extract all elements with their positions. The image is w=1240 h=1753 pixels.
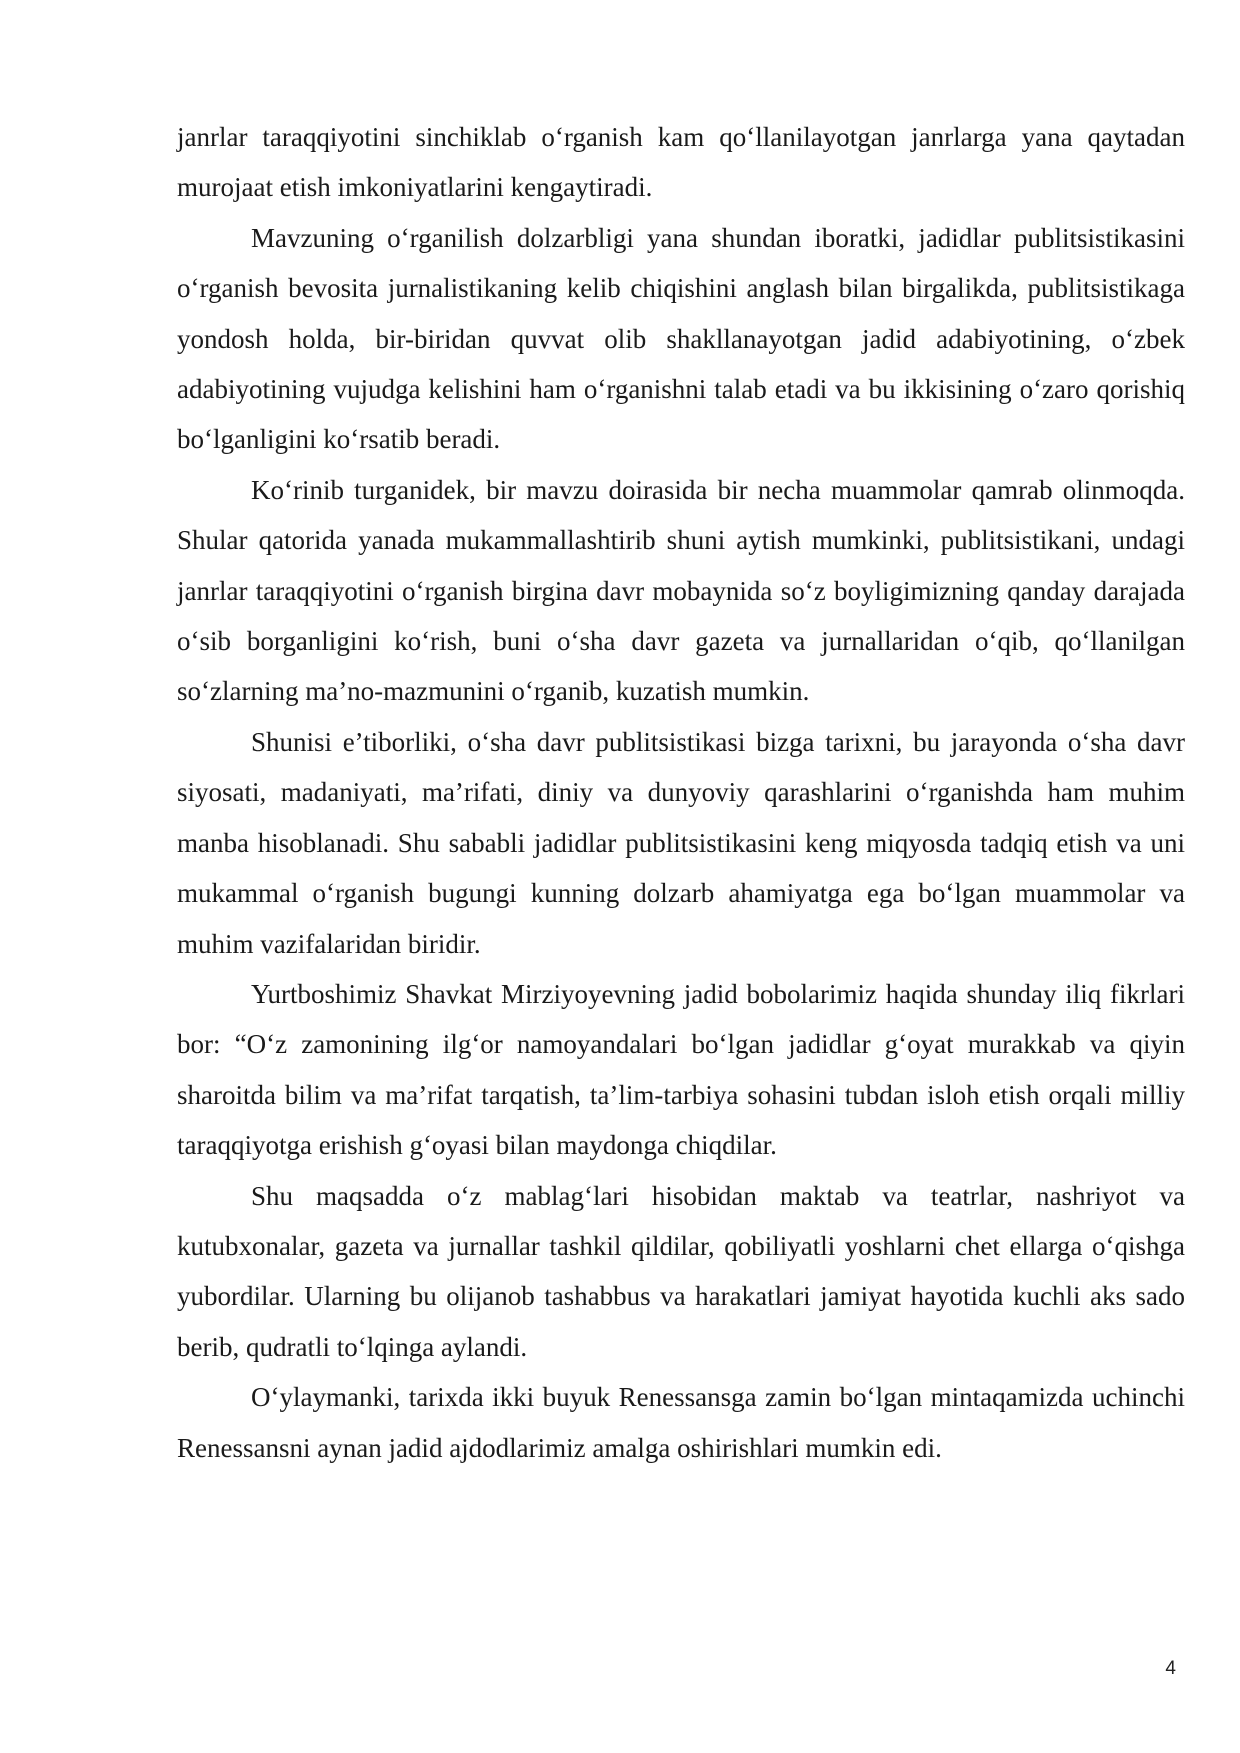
paragraph-2: Mavzuning o‘rganilish dolzarbligi yana shundan iboratki, jadidlar publitsistikasini o‘rganish bevosita jurnalistikaning kelib chiqishini anglash bilan birgalikda, publitsistikaga yondosh holda, bir-biridan quvvat olib shakllanayotgan jadid adabiyotining, o‘zbek adabiyotining vujudga kelishini ham o‘rganishni talab etadi va bu ikkisining o‘zaro qorishiq bo‘lganligini ko‘rsatib beradi. — [177, 222, 1185, 455]
paragraph-3: Ko‘rinib turganidek, bir mavzu doirasida bir necha muammolar qamrab olinmoqda. Shular qatorida yanada mukammallashtirib shuni aytish mumkinki, publitsistikani, undagi janrlar taraqqiyotini o‘rganish birgina davr mobaynida so‘z boyligimizning qanday darajada o‘sib borganligini ko‘rish, buni o‘sha davr gazeta va jurnallaridan o‘qib, qo‘llanilgan so‘zlarning ma’no-mazmunini o‘rganib, kuzatish mumkin. — [177, 474, 1185, 707]
paragraph-1: janrlar taraqqiyotini sinchiklab o‘rganish kam qo‘llanilayotgan janrlarga yana qaytadan murojaat etish imkoniyatlarini kengaytiradi. — [177, 122, 1185, 203]
paragraph-4: Shunisi e’tiborliki, o‘sha davr publitsistikasi bizga tarixni, bu jarayonda o‘sha davr siyosati, madaniyati, ma’rifati, diniy va dunyoviy qarashlarini o‘rganishda ham muhim manba hisoblanadi. Shu sababli jadidlar publitsistikasini keng miqyosda tadqiq etish va uni mukammal o‘rganish bugungi kunning dolzarb ahamiyatga ega bo‘lgan muammolar va muhim vazifalaridan biridir. — [177, 726, 1185, 959]
paragraph-5: Yurtboshimiz Shavkat Mirziyoyevning jadid bobolarimiz haqida shunday iliq fikrlari bor: “O‘z zamonining ilg‘or namoyandalari bo‘lgan jadidlar g‘oyat murakkab va qiyin sharoitda bilim va ma’rifat tarqatish, ta’lim-tarbiya sohasini tubdan isloh etish orqali milliy taraqqiyotga erishish g‘oyasi bilan maydonga chiqdilar. — [177, 978, 1185, 1161]
paragraph-6: Shu maqsadda o‘z mablag‘lari hisobidan maktab va teatrlar, nashriyot va kutubxonalar, gazeta va jurnallar tashkil qildilar, qobiliyatli yoshlarni chet ellarga o‘qishga yubordilar. Ularning bu olijanob tashabbus va harakatlari jamiyat hayotida kuchli aks sado berib, qudratli to‘lqinga aylandi. — [177, 1180, 1185, 1362]
document-body — [177, 112, 1185, 1473]
page-number: 4 — [1165, 1658, 1176, 1679]
paragraph-7: O‘ylaymanki, tarixda ikki buyuk Renessansga zamin bo‘lgan mintaqamizda uchinchi Renessansni aynan jadid ajdodlarimiz amalga oshirishlari mumkin edi. — [177, 1382, 1185, 1463]
